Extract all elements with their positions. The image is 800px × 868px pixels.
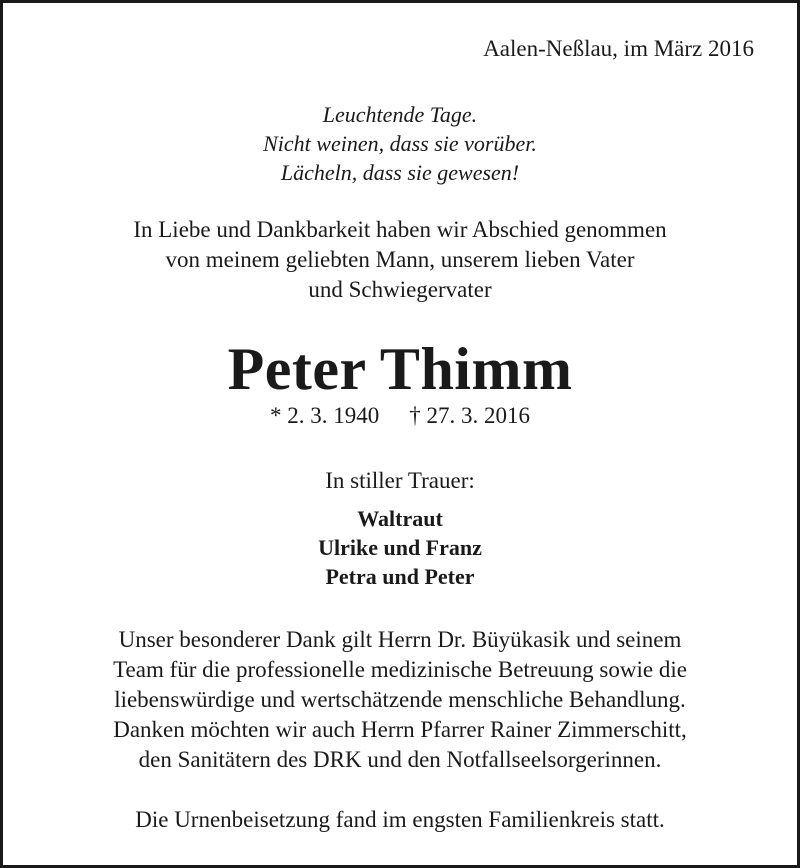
intro-line: von meinem geliebten Mann, unserem lieben Vater bbox=[165, 247, 635, 272]
mourner-name: Petra und Peter bbox=[325, 564, 475, 589]
thanks-line: Danken möchten wir auch Herrn Pfarrer Rainer Zimmerschitt, bbox=[113, 717, 687, 742]
deceased-name: Peter Thimm bbox=[227, 336, 573, 402]
poem bbox=[3, 100, 797, 187]
poem-line: Nicht weinen, dass sie vorüber. bbox=[263, 131, 537, 156]
thanks-line: liebenswürdige und wertschätzende menschliche Behandlung. bbox=[114, 687, 686, 712]
death-date: † 27. 3. 2016 bbox=[409, 403, 530, 428]
intro-line: und Schwiegervater bbox=[308, 277, 492, 302]
mourners-list bbox=[3, 504, 797, 591]
life-dates bbox=[3, 401, 797, 431]
thanks-line: den Sanitätern des DRK und den Notfallseelsorgerinnen. bbox=[138, 747, 662, 772]
poem-line: Lächeln, dass sie gewesen! bbox=[280, 160, 520, 185]
poem-line: Leuchtende Tage. bbox=[322, 102, 478, 127]
place-date: Aalen-Neßlau, im März 2016 bbox=[483, 36, 754, 61]
thanks-line: Team für die professionelle medizinische Betreuung sowie die bbox=[113, 657, 687, 682]
intro-text bbox=[3, 215, 797, 305]
mourning-heading: In stiller Trauer: bbox=[325, 468, 475, 493]
closing-note: Die Urnenbeisetzung fand im engsten Familienkreis statt. bbox=[135, 807, 665, 832]
mourner-name: Ulrike und Franz bbox=[318, 535, 482, 560]
mourner-name: Waltraut bbox=[357, 506, 443, 531]
intro-line: In Liebe und Dankbarkeit haben wir Abschied genommen bbox=[133, 217, 667, 242]
birth-date: * 2. 3. 1940 bbox=[270, 403, 380, 428]
thanks-paragraph bbox=[3, 625, 797, 775]
thanks-line: Unser besonderer Dank gilt Herrn Dr. Büyükasik und seinem bbox=[118, 627, 682, 652]
